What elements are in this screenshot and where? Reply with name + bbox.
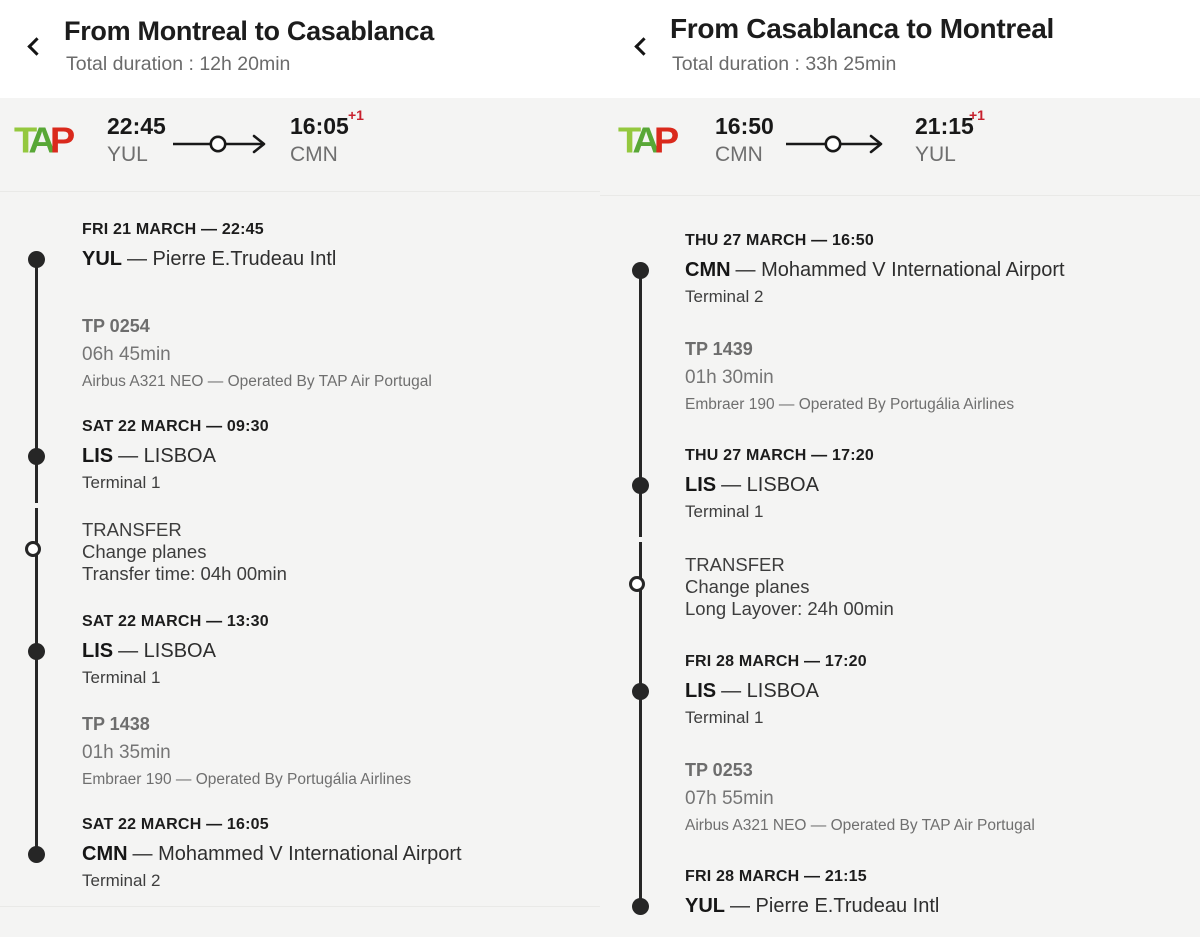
page-title: From Casablanca to Montreal: [670, 13, 1054, 44]
stop-dot-icon: [28, 448, 45, 465]
flight-duration: 01h 30min: [685, 367, 774, 388]
stop-airport: [685, 893, 1182, 919]
flight-number: TP 1439: [685, 339, 753, 359]
terminal-label: Terminal 1: [82, 473, 161, 492]
timeline-transfer: [82, 519, 582, 585]
flight-info: [82, 316, 582, 391]
arrival-code: YUL: [915, 143, 956, 166]
airport-name: — Mohammed V International Airport: [132, 843, 462, 865]
back-icon[interactable]: [634, 37, 652, 55]
airport-code: YUL: [82, 248, 122, 270]
transfer-detail: Long Layover: 24h 00min: [685, 598, 894, 619]
panel-header: [600, 0, 1200, 98]
flight-number: TP 1438: [82, 714, 150, 734]
total-duration: Total duration : 33h 25min: [672, 53, 897, 75]
timeline-stop: [82, 417, 582, 493]
overnight-badge: +1: [969, 107, 985, 123]
stop-airport: [82, 638, 582, 664]
flight-duration: 06h 45min: [82, 344, 171, 365]
terminal-label: Terminal 2: [82, 871, 161, 890]
aircraft-info: Embraer 190 — Operated By Portugália Airlines: [82, 771, 412, 788]
stop-dot-icon: [632, 898, 649, 915]
departure-code: YUL: [107, 143, 148, 166]
stop-date: THU 27 MARCH — 16:50: [685, 232, 874, 249]
transfer-action: Change planes: [82, 541, 207, 562]
total-duration: Total duration : 12h 20min: [66, 53, 291, 75]
stop-dot-icon: [28, 251, 45, 268]
stop-date: FRI 21 MARCH — 22:45: [82, 221, 264, 238]
itinerary-panel-return: [600, 0, 1200, 937]
stop-dot-icon: [632, 262, 649, 279]
aircraft-info: Airbus A321 NEO — Operated By TAP Air Portugal: [82, 373, 432, 390]
timeline-stop: [82, 612, 582, 688]
divider: [0, 906, 600, 907]
timeline-stop: [685, 867, 1182, 919]
flight-summary: [600, 98, 1200, 196]
departure-time: 16:50: [715, 113, 774, 139]
page-title: From Montreal to Casablanca: [64, 16, 434, 46]
stop-date: SAT 22 MARCH — 09:30: [82, 418, 269, 435]
airport-code: LIS: [685, 680, 717, 702]
flight-summary: [0, 98, 600, 192]
stop-airport: [82, 443, 582, 469]
timeline: [0, 192, 600, 937]
aircraft-info: Airbus A321 NEO — Operated By TAP Air Portugal: [685, 817, 1035, 834]
stop-airport: [685, 257, 1182, 283]
flight-info: [82, 714, 582, 789]
transfer-title: TRANSFER: [685, 554, 785, 575]
route-arrow-icon: [172, 132, 270, 156]
flight-duration: 01h 35min: [82, 742, 171, 763]
arrival-time: 16:05: [290, 113, 349, 139]
stop-dot-icon: [28, 643, 45, 660]
timeline-stop: [82, 220, 582, 272]
back-icon[interactable]: [27, 37, 45, 55]
terminal-label: Terminal 1: [82, 668, 161, 687]
timeline-stop: [685, 231, 1182, 307]
airport-name: — Mohammed V International Airport: [735, 259, 1065, 281]
timeline-transfer: [685, 554, 1182, 620]
stop-airport: [685, 472, 1182, 498]
stop-airport: [82, 246, 582, 272]
stop-airport: [82, 841, 582, 867]
transfer-ring-icon: [25, 541, 41, 557]
airport-name: — LISBOA: [721, 474, 819, 496]
timeline-stop: [82, 815, 582, 891]
arrival-code: CMN: [290, 143, 338, 166]
timeline-stop: [685, 652, 1182, 728]
flight-number: TP 0253: [685, 760, 753, 780]
airport-name: — Pierre E.Trudeau Intl: [127, 248, 337, 270]
airport-name: — LISBOA: [118, 640, 216, 662]
stop-date: SAT 22 MARCH — 16:05: [82, 816, 269, 833]
stop-date: SAT 22 MARCH — 13:30: [82, 613, 269, 630]
airport-code: YUL: [685, 895, 725, 917]
stop-date: FRI 28 MARCH — 21:15: [685, 868, 867, 885]
stop-dot-icon: [28, 846, 45, 863]
tap-logo: TAP: [14, 121, 70, 161]
departure-code: CMN: [715, 143, 763, 166]
flight-number: TP 0254: [82, 316, 150, 336]
airport-name: — LISBOA: [721, 680, 819, 702]
flight-info: [685, 339, 1182, 414]
tap-logo: TAP: [618, 121, 674, 161]
airport-code: CMN: [685, 259, 731, 281]
transfer-ring-icon: [629, 576, 645, 592]
stop-dot-icon: [632, 683, 649, 700]
airport-code: LIS: [685, 474, 717, 496]
terminal-label: Terminal 1: [685, 502, 764, 521]
stop-date: FRI 28 MARCH — 17:20: [685, 653, 867, 670]
stop-dot-icon: [632, 477, 649, 494]
timeline: [600, 196, 1200, 937]
airport-code: LIS: [82, 640, 114, 662]
airport-code: LIS: [82, 445, 114, 467]
overnight-badge: +1: [348, 107, 364, 123]
timeline-stop: [685, 446, 1182, 522]
flight-info: [685, 760, 1182, 835]
stop-date: THU 27 MARCH — 17:20: [685, 447, 874, 464]
arrival-time: 21:15: [915, 113, 974, 139]
transfer-action: Change planes: [685, 576, 810, 597]
flight-duration: 07h 55min: [685, 788, 774, 809]
transfer-detail: Transfer time: 04h 00min: [82, 563, 287, 584]
terminal-label: Terminal 1: [685, 708, 764, 727]
terminal-label: Terminal 2: [685, 287, 764, 306]
route-arrow-icon: [785, 132, 887, 156]
aircraft-info: Embraer 190 — Operated By Portugália Airlines: [685, 396, 1015, 413]
airport-name: — Pierre E.Trudeau Intl: [730, 895, 940, 917]
departure-time: 22:45: [107, 113, 166, 139]
stop-airport: [685, 678, 1182, 704]
airport-name: — LISBOA: [118, 445, 216, 467]
panel-header: [0, 0, 600, 98]
transfer-title: TRANSFER: [82, 519, 182, 540]
airport-code: CMN: [82, 843, 128, 865]
